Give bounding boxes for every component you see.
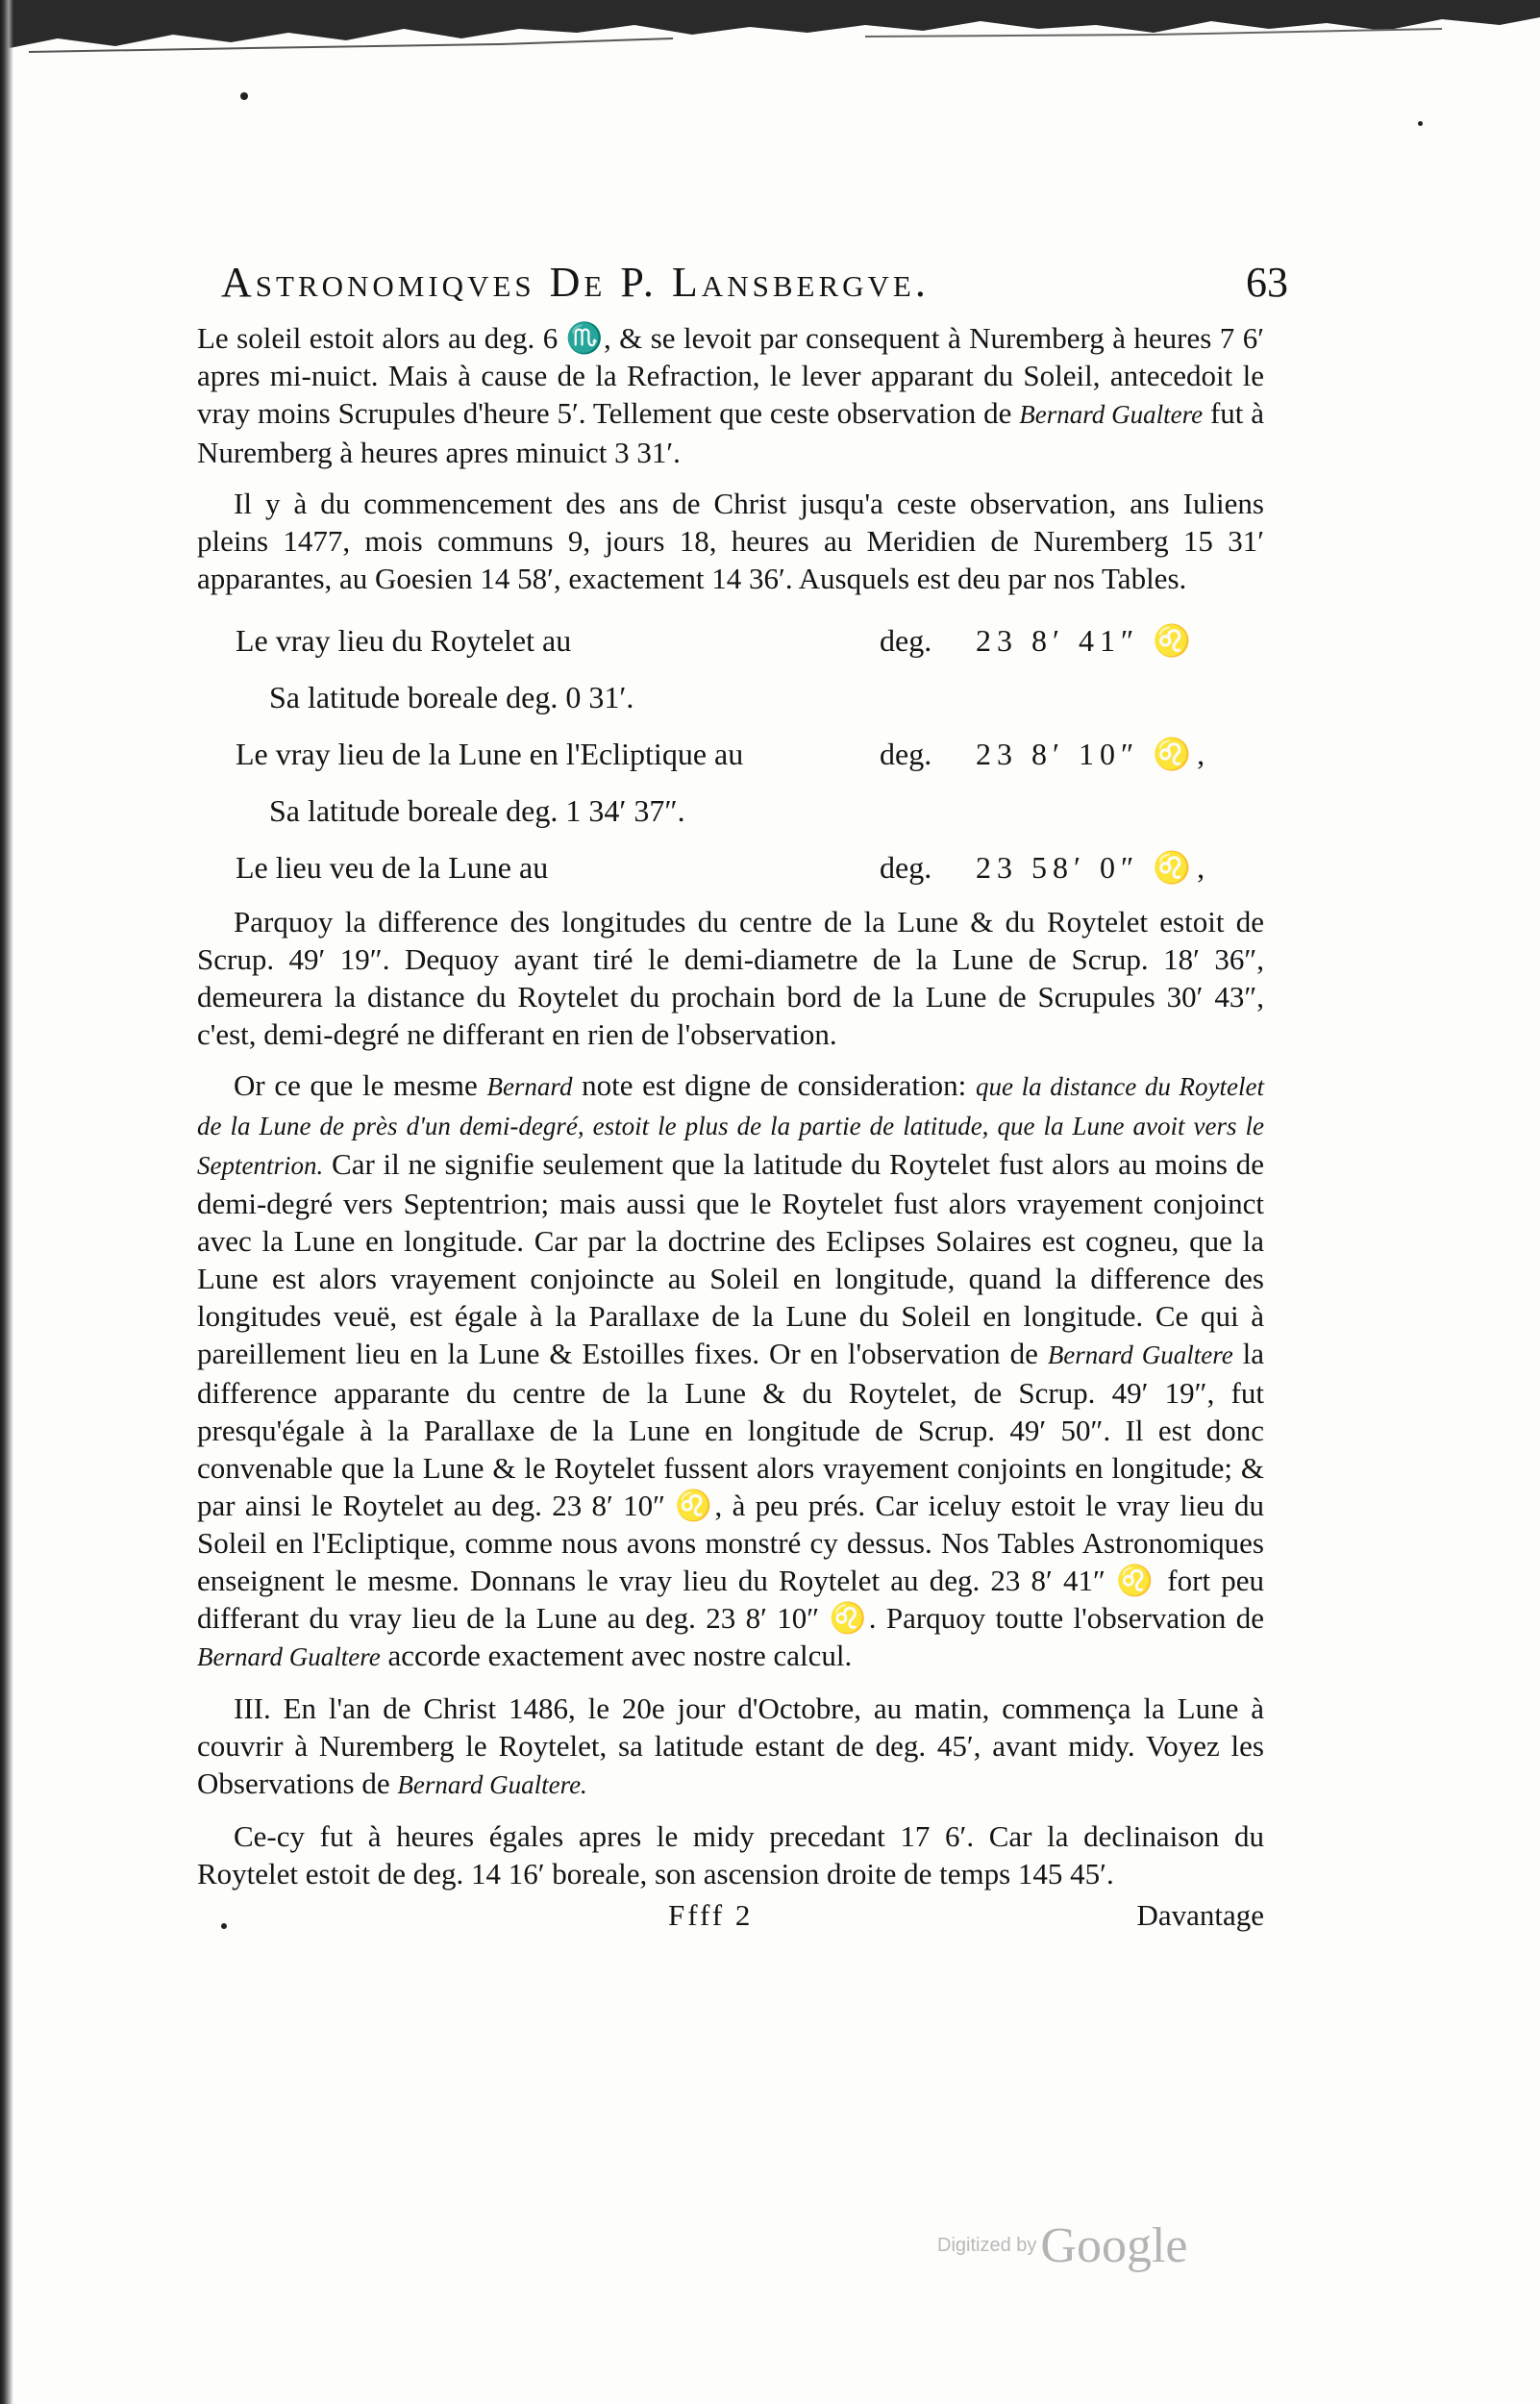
person-name: Bernard Gualtere. [397, 1770, 587, 1799]
paragraph-elapsed-time: Il y à du commencement des ans de Christ jusqu'a ceste observation, ans Iuliens pleins 1477, mois communs 9, jours 18, heures au Meridien de Nuremberg 15 31′ apparantes, au Goesien 14 58′, exactement 14 36′. Ausquels est deu par nos Tables. [197, 487, 1264, 595]
binding-shadow [0, 0, 13, 2404]
paragraph-text: la difference apparante du centre de la Lune & du Roytelet, de Scrup. 49′ 19″, fut presqu'égale à la Parallaxe de la Lune en longitude de Scrup. 49′ 50″. Il est donc convenable que la Lune & le Roytelet fussent alors vrayement conjoints en longitude; & par ainsi le Roytelet au deg. 23 8′ 10″ ♌, à peu prés. Car iceluy estoit le vray lieu du Soleil en l'Ecliptique, comme nous avons monstré cy dessus. Nos Tables Astronomiques enseignent le mesme. Donnans le vray lieu du Roytelet au deg. 23 8′ 41″ ♌ fort peu differant du vray lieu de la Lune au deg. 23 8′ 10″ ♌. Parquoy toutte l'observation de [197, 1337, 1265, 1635]
watermark-prefix: Digitized by [937, 2235, 1037, 2256]
person-name: Bernard Gualtere [1019, 400, 1204, 429]
person-name: Bernard [486, 1072, 573, 1101]
paragraph-text: note est digne de consideration: [582, 1068, 967, 1102]
table-row [197, 724, 1264, 784]
main-text [197, 319, 1264, 1937]
row-label: Le vray lieu du Roytelet au [236, 623, 572, 658]
paragraph-sunrise [197, 319, 1264, 471]
quotation: que la distance du Roytelet de la Lune de près d'un demi-degré, estoit le plus de la partie de latitude, que la Lune avoit vers le Septentrion. [197, 1072, 1264, 1180]
paragraph-difference: Parquoy la difference des longitudes du centre de la Lune & du Roytelet estoit de Scrup. 49′ 19″. Dequoy ayant tiré le demi-diametre de la Lune de Scrup. 18′ 36″, demeurera la distance du Roytelet du prochain bord de la Lune de Scrupules 30′ 43″, c'est, demi-degré ne differant en rien de l'observation. [197, 905, 1264, 1051]
table-row [197, 611, 1264, 670]
table-row [197, 838, 1264, 897]
row-label: Le vray lieu de la Lune en l'Ecliptique au [236, 737, 744, 771]
paragraph-text: fut à Nuremberg à heures apres minuict 3 31′. [197, 396, 1265, 469]
row-value: 23 58′ 0″ ♌, [976, 850, 1211, 885]
person-name: Bernard Gualtere [197, 1642, 381, 1671]
row-label: Le lieu veu de la Lune au [236, 850, 549, 885]
row-value: 23 8′ 10″ ♌, [976, 737, 1211, 771]
person-name: Bernard Gualtere [1047, 1340, 1233, 1369]
page-number: 63 [1246, 259, 1288, 306]
google-logo: Google [1040, 2218, 1188, 2273]
paragraph-observation-iii [197, 1690, 1264, 1804]
digitized-watermark [937, 2217, 1245, 2285]
table-row [197, 670, 1264, 724]
paragraph-text: Le soleil estoit alors au deg. 6 ♏, & se levoit par consequent à Nuremberg à heures 7 6′ apres mi-nuict. Mais à cause de la Refraction, le lever apparant du Soleil, antecedoit le vray moins Scrupules d'heure 5′. Tellement que ceste observation de [197, 321, 1264, 430]
row-label: Sa latitude boreale deg. 1 34′ 37″. [269, 793, 685, 828]
row-deg: deg. [880, 623, 932, 658]
ink-speck [1418, 121, 1423, 126]
paragraph-text: accorde exactement avec nostre calcul. [387, 1639, 853, 1672]
page-footer [197, 1894, 1264, 1937]
row-label: Sa latitude boreale deg. 0 31′. [269, 680, 634, 714]
signature-mark: Ffff 2 [668, 1898, 754, 1932]
catchword: Davantage [1136, 1898, 1264, 1932]
row-value: 23 8′ 41″ ♌ [976, 623, 1198, 658]
ink-speck [240, 92, 248, 100]
row-deg: deg. [880, 850, 932, 885]
paragraph-declination: Ce-cy fut à heures égales apres le midy precedant 17 6′. Car la declinaison du Roytelet estoit de deg. 14 16′ boreale, son ascension droite de temps 145 45′. [197, 1819, 1264, 1891]
running-head-title: Astronomiqves De P. Lansbergve. [221, 259, 930, 306]
row-deg: deg. [880, 737, 932, 771]
paragraph-text: III. En l'an de Christ 1486, le 20e jour d'Octobre, au matin, commença la Lune à couvrir à Nuremberg le Roytelet, sa latitude estant de deg. 45′, avant midy. Voyez les Observations de [197, 1691, 1264, 1800]
paragraph-consideration [197, 1066, 1264, 1676]
paragraph-text: Car il ne signifie seulement que la latitude du Roytelet fust alors au moins de demi-degré vers Septentrion; mais aussi que le Roytelet fust alors vrayement conjoinct avec la Lune en longitude. Car par la doctrine des Eclipses Solaires est cogneu, que la Lune est alors vrayement conjoincte au Soleil en longitude, quand la difference des longitudes veuë, est égale à la Parallaxe de la Lune du Soleil en longitude. Ce qui à pareillement lieu en la Lune & Estoilles fixes. Or en l'observation de [197, 1147, 1264, 1370]
torn-top-edge [0, 0, 1540, 67]
position-table [197, 611, 1264, 897]
paragraph-text: Or ce que le mesme [234, 1068, 478, 1102]
table-row [197, 784, 1264, 838]
running-head [221, 258, 1288, 315]
